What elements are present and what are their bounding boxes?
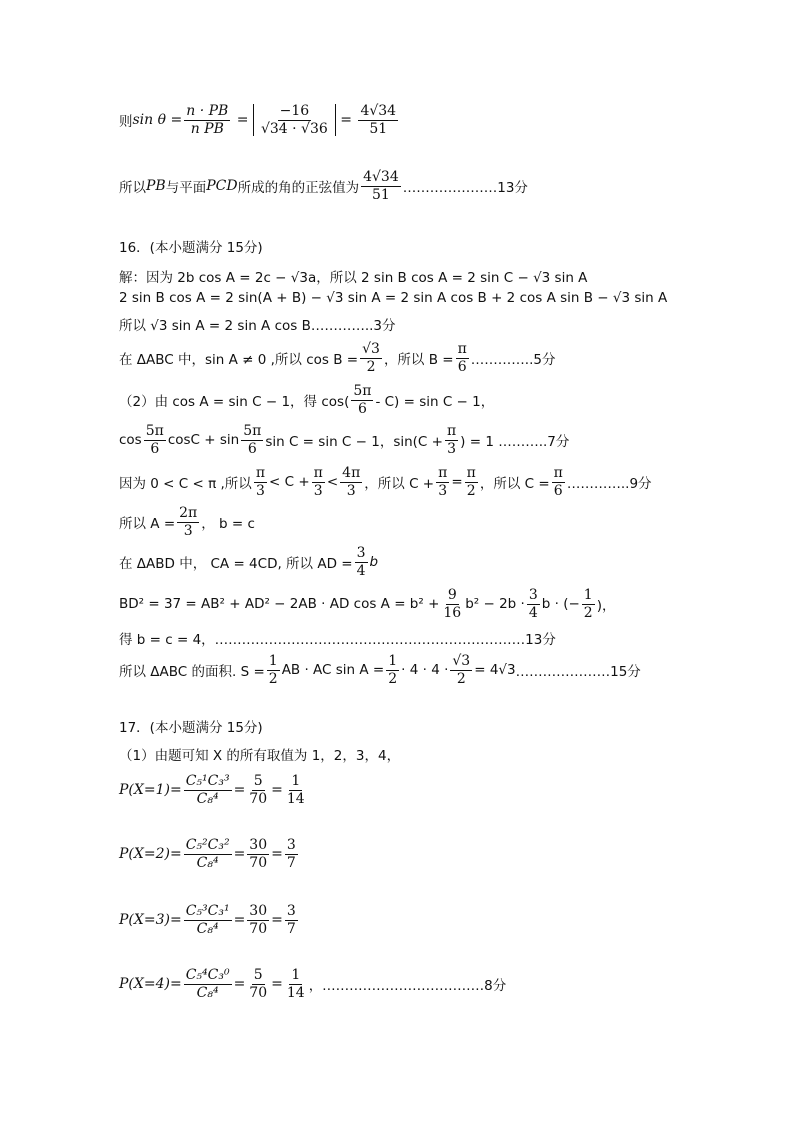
score: …………..5分 (470, 352, 556, 369)
numerator: π (255, 465, 266, 481)
fraction (552, 466, 565, 498)
numerator: C₅¹C₃³ (185, 773, 230, 789)
fraction (351, 384, 373, 416)
denominator: 3 (255, 482, 265, 499)
fraction (254, 466, 267, 498)
numerator: π (446, 423, 457, 439)
denominator: 51 (369, 120, 388, 137)
fraction (247, 968, 269, 1000)
denominator: 70 (249, 984, 268, 1001)
text: = 4√3 (474, 662, 516, 679)
fraction (259, 104, 330, 136)
fraction (144, 424, 166, 456)
text: ，………………………………8分 (308, 978, 507, 995)
denominator: 2 (466, 482, 476, 499)
line-p3 (119, 314, 396, 334)
fraction (450, 654, 472, 686)
fraction (358, 104, 398, 136)
line-p6 (119, 424, 569, 456)
text: 所以 A = (119, 516, 176, 533)
fraction (247, 904, 269, 936)
denominator: 6 (457, 358, 467, 375)
denominator: 3 (183, 522, 193, 539)
fraction (355, 546, 368, 578)
line-p5 (119, 384, 494, 416)
text: · 4 · 4 · (401, 662, 449, 679)
conclusion-line (119, 170, 528, 202)
denominator: 3 (447, 440, 457, 457)
fraction (184, 104, 230, 136)
numerator: −16 (279, 103, 310, 119)
denominator: 70 (249, 920, 268, 937)
text: ，所以 B = (383, 352, 454, 369)
denominator: C₈⁴ (196, 790, 219, 807)
prob-x1: P(X=1)= $\frac{\text{C₅¹C₃³}}{\text{C₈⁴}}$ = $\frac{5}{70}$ = $\frac{1}{14}$ (119, 773, 305, 807)
fraction (285, 904, 298, 936)
fraction (436, 466, 449, 498)
denominator: 16 (443, 604, 462, 621)
numerator: 1 (268, 653, 278, 669)
numerator: 5π (353, 383, 372, 399)
line-p2: 2 sin B cos A = 2 sin(A + B) − √3 sin A = 2 sin A cos B + 2 cos A sin B − √3 sin A (119, 290, 668, 306)
text: 得 b = c = 4， (119, 632, 215, 648)
denominator: 2 (268, 670, 278, 687)
denominator: 2 (456, 670, 466, 687)
denominator: 4 (528, 604, 538, 621)
text: = (451, 474, 463, 491)
text: 所以 (119, 180, 146, 197)
text: ，所以 C = (479, 476, 550, 493)
text: sin θ = (132, 112, 183, 129)
numerator: 3 (286, 903, 296, 919)
numerator: 3 (356, 545, 366, 561)
text: ， b = c (201, 516, 255, 533)
text: PCD (206, 178, 238, 195)
text: 在 ΔABC 中，sin A ≠ 0 ,所以 cos B = (119, 352, 359, 369)
denominator: 14 (286, 790, 305, 807)
fraction (267, 654, 280, 686)
text: 与平面 (165, 180, 207, 197)
fraction (184, 774, 232, 806)
fraction (285, 968, 307, 1000)
score: …………………13分 (402, 180, 528, 197)
numerator: 30 (249, 903, 268, 919)
text: AB · AC sin A = (281, 662, 385, 679)
numerator: √3 (362, 341, 380, 357)
fraction (177, 506, 199, 538)
line-q1: （1）由题可知 X 的所有取值为 1，2，3，4， (119, 748, 401, 764)
denominator: 7 (286, 920, 296, 937)
denominator: 14 (286, 984, 305, 1001)
numerator: 3 (528, 587, 538, 603)
denominator: n PB (190, 120, 224, 137)
fraction (445, 424, 458, 456)
text: b · (− (541, 596, 580, 613)
text: cos (119, 432, 142, 449)
text: 则 (119, 114, 133, 131)
prob-x4: P(X=4)= $\frac{\text{C₅⁴C₃⁰}}{\text{C₈⁴}}$ = $\frac{5}{70}$ = $\frac{1}{14}$ ，………………………………8分 (119, 967, 507, 1001)
text: P(X=4)= (119, 976, 182, 993)
denominator: 2 (366, 358, 376, 375)
sin-theta-line: 则 sin θ = $\frac{n \cdot PB}{\text{n PB}}$ = $\frac{-16}{√34 \cdot √36}$ = $\frac{4√34}{51}$ (119, 103, 397, 137)
text: sin C = sin C − 1，sin(C + (265, 434, 443, 451)
numerator: 30 (249, 837, 268, 853)
line-p1: 解：因为 2b cos A = 2c − √3a，所以 2 sin B cos A = 2 sin C − √3 sin A (119, 270, 588, 286)
numerator: 4π (342, 465, 361, 481)
numerator: 4√34 (360, 103, 397, 119)
numerator: π (466, 465, 476, 481)
numerator: √3 (452, 653, 471, 669)
denominator: 70 (249, 854, 268, 871)
score: …………..3分 (310, 318, 396, 334)
text: b (369, 554, 379, 571)
text: 所以 ΔABC 的面积. S = (119, 664, 265, 681)
numerator: C₅³C₃¹ (185, 903, 230, 919)
numerator: 4√34 (363, 169, 399, 185)
numerator: 1 (291, 773, 301, 789)
fraction (527, 588, 540, 620)
text: P(X=3)= (119, 912, 182, 929)
line-p4 (119, 342, 555, 374)
denominator: 51 (371, 186, 390, 203)
text: PB (146, 178, 166, 195)
numerator: π (438, 465, 448, 481)
denominator: C₈⁴ (196, 984, 219, 1001)
denominator: 2 (583, 604, 593, 621)
denominator: 2 (388, 670, 398, 687)
denominator: C₈⁴ (196, 854, 219, 871)
text: cosC + sin (167, 432, 240, 449)
prob-x3: P(X=3)= $\frac{\text{C₅³C₃¹}}{\text{C₈⁴}}$ = $\frac{30}{70}$ = $\frac{3}{7}$ (119, 903, 296, 937)
text: ，所以 C + (364, 476, 435, 493)
heading-17: 17．(本小题满分 15分) (119, 720, 263, 736)
denominator: √34 · √36 (260, 120, 328, 137)
numerator: n · PB (186, 103, 229, 119)
numerator: 5 (253, 967, 263, 983)
numerator: π (457, 341, 467, 357)
fraction (184, 968, 232, 1000)
numerator: 3 (286, 837, 296, 853)
fraction (184, 904, 232, 936)
numerator: 1 (388, 653, 398, 669)
fraction (241, 424, 263, 456)
fraction (340, 466, 362, 498)
text: < (326, 474, 339, 491)
text: < C + (269, 474, 310, 491)
denominator: 6 (247, 440, 257, 457)
numerator: 5π (243, 423, 262, 439)
numerator: π (553, 465, 563, 481)
numerator: C₅⁴C₃⁰ (185, 967, 230, 983)
denominator: 6 (357, 400, 367, 417)
fraction (441, 588, 463, 620)
text: 在 ΔABD 中， CA = 4CD, 所以 AD = (119, 556, 353, 573)
fraction (285, 838, 298, 870)
text: - C) = sin C − 1， (375, 394, 495, 411)
heading-16: 16．(本小题满分 15分) (119, 240, 263, 256)
line-p10 (119, 588, 615, 620)
denominator: 7 (286, 854, 296, 871)
abs-value (253, 104, 336, 136)
numerator: 2π (179, 505, 198, 521)
fraction (386, 654, 399, 686)
numerator: 5π (145, 423, 164, 439)
numerator: 5 (253, 773, 263, 789)
fraction (456, 342, 469, 374)
line-p9 (119, 546, 378, 578)
denominator: 3 (346, 482, 356, 499)
fraction (285, 774, 307, 806)
line-p7 (119, 466, 652, 498)
fraction (360, 342, 382, 374)
score: …………………15分 (515, 664, 641, 681)
line-p11 (119, 628, 556, 648)
fraction (361, 170, 401, 202)
denominator: 3 (313, 482, 323, 499)
text: )， (596, 598, 616, 615)
fraction (247, 838, 269, 870)
line-p12 (119, 654, 641, 686)
text: 所以 √3 sin A = 2 sin A cos B (119, 318, 311, 334)
score: …………..9分 (566, 476, 652, 493)
text: （2）由 cos A = sin C − 1，得 cos( (119, 394, 350, 411)
text: 所成的角的正弦值为 (237, 180, 360, 197)
prob-x2: P(X=2)= $\frac{\text{C₅²C₃²}}{\text{C₈⁴}}$ = $\frac{30}{70}$ = $\frac{3}{7}$ (119, 837, 296, 871)
fraction (312, 466, 325, 498)
numerator: 1 (583, 587, 593, 603)
text: 因为 0 < C < π ,所以 (119, 476, 252, 493)
fraction (247, 774, 269, 806)
text: b² − 2b · (465, 596, 525, 613)
denominator: 4 (356, 562, 366, 579)
text: P(X=1)= (119, 782, 182, 799)
text: ) = 1 ………..7分 (460, 434, 570, 451)
numerator: π (313, 465, 323, 481)
text: P(X=2)= (119, 846, 182, 863)
fraction (465, 466, 478, 498)
line-p8 (119, 506, 255, 538)
text: BD² = 37 = AB² + AD² − 2AB · AD cos A = b² + (119, 596, 440, 613)
denominator: C₈⁴ (196, 920, 219, 937)
numerator: 1 (291, 967, 301, 983)
denominator: 6 (553, 482, 563, 499)
denominator: 6 (150, 440, 160, 457)
numerator: 9 (447, 587, 457, 603)
denominator: 3 (438, 482, 448, 499)
denominator: 70 (249, 790, 268, 807)
fraction (582, 588, 595, 620)
fraction (184, 838, 232, 870)
score: ……………………………………………………………13分 (214, 632, 556, 648)
numerator: C₅²C₃² (185, 837, 230, 853)
